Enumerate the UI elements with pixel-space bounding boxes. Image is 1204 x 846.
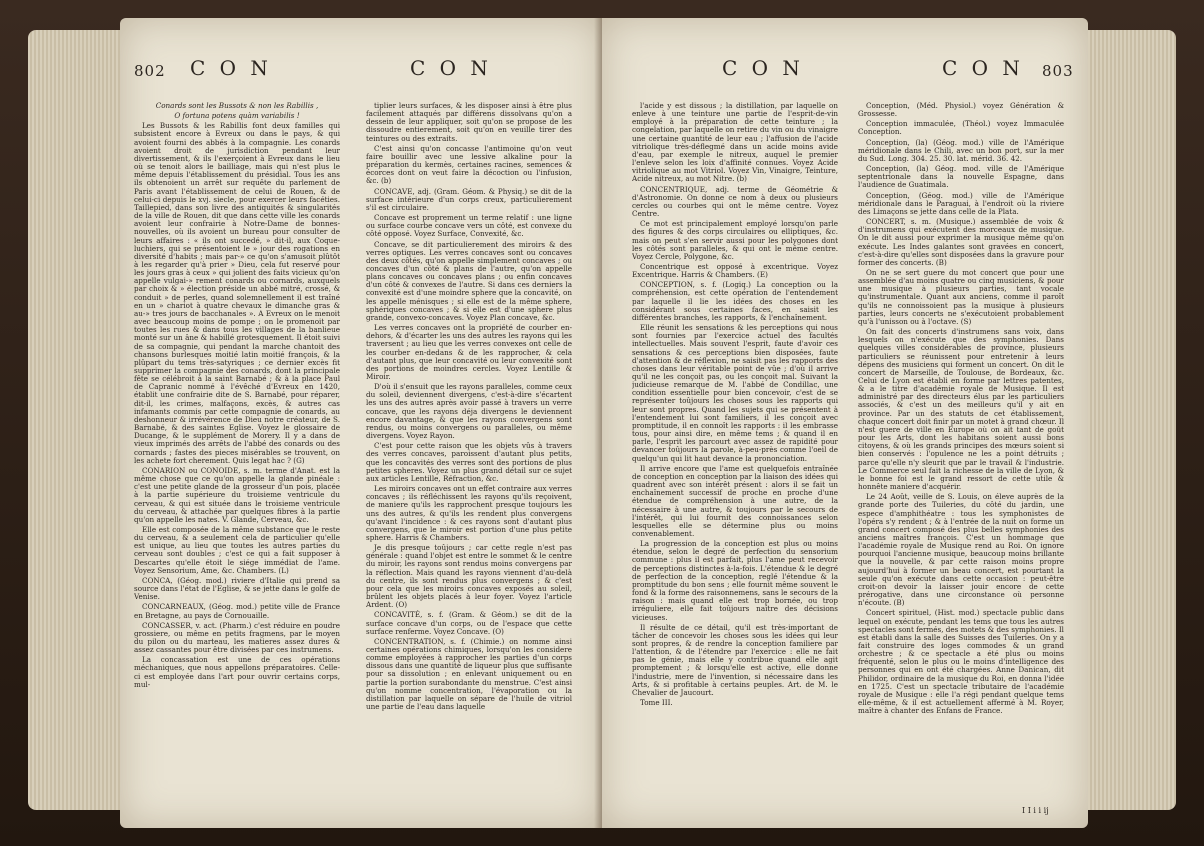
text-column-1	[134, 102, 340, 802]
paragraph: tiplier leurs surfaces, & les disposer ainsi à être plus facilement attaqués par différens dissolvans qu'on a dessein de leur appliquer, soit qu'on se propose de les dissoudre entierement, soit qu'on en veuille tirer des teintures ou des extraits.	[366, 102, 572, 143]
entry-conca: CONCA, (Géog. mod.) riviere d'Italie qui prend sa source dans l'état de l'Eglise, & se jette dans le golfe de Venise.	[134, 575, 340, 602]
paragraph: Les Bussots & les Rabillis font deux familles qui subsistent encore à Evreux ou dans le pays, & qui avoient fourni des abbés à la compagnie. Les conards avoient droit de jurisdiction pendant leur divertissement, & ils l'exerçoient à Evreux dans le lieu où se tenoit alors le bailliage, mais qui n'est plus le même depuis l'établissement du présidial. Tous les ans ils obtenoient un arrêt sur requête du parlement de Paris avant l'établissement de celui de Rouen, & de celui-ci depuis le xvj. siecle, pour exercer leurs facéties. Taillepied, dans son livre des antiquités & singularités de la ville de Rouen, dit que dans cette ville les conards avoient leur confrairie à Notre-Dame de bonnes-nouvelles, où ils avoient un bureau pour consulter de leurs affaires : « ils ont succedé, » dit-il, aux Coque-luchiers, qui se présentoient le » jour des rogations en diversité d'habits ; mais par-» ce qu'on s'amusoit plûtôt à les regarder qu'à prier » Dieu, cela fut reservé pour les jours gras à ceux » qui jolient des faits vicieux qu'on appelle vulgai-» rement conards ou cornards, auxquels par choix & » élection préside un abbé mitré, crossé, & conduit » de perles, quand solemnellement il est traîné en un » chariot à quatre chevaux le dimanche gras & au-» tres jours de bacchanales ». A Evreux on le menoit avec beaucoup moins de pompe ; on le promenoit par toutes les rues & dans tous les villages de la banlieue monté sur un âne & habillé grotesquement. Il étoit suivi de sa compagnie, qui pendant la marche chantoit des chansons burlesques moitié latin moitié françois, & la plûpart du tems très-satyriques ; ce dernier excès fit supprimer la compagnie des conards, dont la principale fête se célébroit à la saint Barnabé ; & à la place Paul de Capranic nommé à l'évêché d'Evreux en 1420, établit une confrairie dite de S. Barnabé, pour réparer, dit-il, les crimes, malfaçons, excès, & autres cas infamants commis par cette compagnie de conards, au deshonneur & irrévérence de Dieu notre créateur, de S. Barnabé, & des saintes Eglise. Voyez le glossaire de Ducange, & le supplément de Morery. Il y a dans de vieux imprimés des arrêts de l'abbé des conards ou des cornards ; fastes des pieces misérables se trouvent, on les achete fort cherement. Quis legat hac ? (G)	[134, 121, 340, 465]
paragraph: Concentrique est opposé à excentrique. Voyez Excentrique. Harris & Chambers. (E)	[632, 261, 838, 280]
paragraph: Elle réunit les sensations & les perceptions qui nous sont fournies par l'exercice actuel des facultés intellectuelles. Mais souvent l'esprit, faute d'avoir ces sensations & ces perceptions bien disposées, faute d'attention & de réflexion, ne saisit pas les rapports des choses dans leur véritable point de vûe ; d'où il arrive qu'il ne les conçoit pas, ou les conçoit mal. Suivant la judicieuse remarque de M. l'abbé de Condillac, une condition essentielle pour bien concevoir, c'est de se représenter toûjours les choses sous les rapports qui leur sont propres. Quand les sujets qui se présentent à l'entendement lui sont familiers, il les conçoit avec promptitude, il en connoît les rapports : il les embrasse tous, pour ainsi dire, en même tems ; & quand il en parle, l'esprit les parcourt avec assez de rapidité pour devancer toûjours la parole, à-peu-près comme l'oeil de quelqu'un qui lit haut devance la prononciation.	[632, 323, 838, 463]
text-column-2	[366, 102, 572, 802]
paragraph: C'est ainsi qu'on concasse l'antimoine qu'on veut faire bouillir avec une lessive alkaline pour la préparation du kermès, certaines racines, semences & écorces dont on veut faire la décoction ou l'infusion, &c. (b)	[366, 143, 572, 186]
paragraph: C'est pour cette raison que les objets vûs à travers des verres concaves, paroissent d'autant plus petits, que les concavités des verres sont des portions de plus petites spheres. Voyez un plus grand détail sur ce sujet aux articles Lentille, Réfraction, &c.	[366, 441, 572, 483]
page-number: 803	[1042, 62, 1074, 80]
entry-concentration: CONCENTRATION, s. f. (Chimie.) on nomme ainsi certaines opérations chimiques, lorsqu'on les considere comme employées à rapprocher les parties d'un corps dissous dans une quantité de liqueur plus que suffisante pour sa dissolution ; en enlevant uniquement ou en partie la portion surabondante du menstrue. C'est ainsi qu'on nomme concentration, l'évaporation ou la distillation par laquelle on sépare de l'huile de vitriol une partie de l'eau dans laquelle	[366, 636, 572, 712]
running-head: C O N	[190, 56, 272, 80]
volume-note: Tome III.	[640, 698, 673, 708]
paragraph: l'acide y est dissous ; la distillation, par laquelle on enleve à une teinture une partie de l'esprit-de-vin employé à la préparation de cette teinture ; la congelation, par laquelle on retire du vin ou du vinaigre une certaine quantité de leur eau ; l'affusion de l'acide vitriolique très-déflegmé dans un acide moins avide d'eau, par exemple le nitreux, auquel le premier l'enleve selon les loix d'affinité connues. Voyez Acide vitriolique au mot Vitriol. Voyez Vin, Vinaigre, Teinture, Acide nitreux, au mot Nitre. (b)	[632, 102, 838, 184]
entry-conception-geog: Conception, (la) Géog. mod. ville de l'Amérique septentrionale dans la nouvelle Espagne, dans l'audience de Guatimala.	[858, 164, 1064, 190]
entry-concavite: CONCAVITÉ, s. f. (Gram. & Géom.) se dit de la surface concave d'un corps, ou de l'espace que cette surface renferme. Voyez Concave. (O)	[366, 610, 572, 636]
entry-concasser: CONCASSER, v. act. (Pharm.) c'est réduire en poudre grossiere, ou même en petits fragmens, par le moyen du pilon ou du marteau, les matieres assez dures & assez cassantes pour être divisées par ces instrumens.	[134, 620, 340, 655]
entry-concentrique: CONCENTRIQUE, adj. terme de Géométrie & d'Astronomie. On donne ce nom à deux ou plusieurs cercles ou courbes qui ont le même centre. Voyez Centre.	[632, 184, 838, 219]
paragraph: Ce mot est principalement employé lorsqu'on parle des figures & des corps circulaires ou elliptiques, &c. mais on peut s'en servir aussi pour les polygones dont les côtés sont paralleles, & qui ont le même centre. Voyez Cercle, Polygone, &c.	[632, 219, 838, 261]
entry-concert-spirituel: Concert spirituel, (Hist. mod.) spectacle public dans lequel on exécute, pendant les tems que tous les autres spectacles sont fermés, des motets & des symphonies. Il est établi dans la salle des Suisses des Tuileries. On y a fait construire des loges commodes & un grand orchestre ; & ce spectacle a été plus ou moins fréquenté, selon le plus ou le moins d'intelligence des personnes qui en ont été chargées. Anne Danican, dit Philidor, ordinaire de la musique du Roi, en donna l'idée en 1725. C'est un spectacle tributaire de l'académie royale de Musique : elle l'a régi pendant quelque tems elle-même, & il est actuellement affermé à M. Royer, maître à chanter des Enfans de France.	[858, 608, 1064, 716]
paragraph: Concave, se dit particulierement des miroirs & des verres optiques. Les verres concaves sont ou concaves des deux côtés, qu'on appelle simplement concaves ; ou concaves d'un côté & plans de l'autre, qu'on appelle plans concaves ou concaves plans ; ou enfin concaves d'un côté & convexes de l'autre. Si dans ces derniers la convexité est d'une moindre sphere que la concavité, on les appelle ménisques ; si elle est de la même sphere, sphériques concaves ; & si elle est d'une sphere plus grande, convexo-concaves. Voyez Plan concave, &c.	[366, 239, 572, 322]
text-column-1	[632, 102, 838, 802]
entry-concarneaux: CONCARNEAUX, (Géog. mod.) petite ville de France en Bretagne, au pays de Cornouaille.	[134, 602, 340, 620]
paragraph: Les miroirs concaves ont un effet contraire aux verres concaves ; ils réfléchissent les rayons qu'ils reçoivent, de maniere qu'ils les rapprochent presque toujours les uns des autres, & qu'ils les rendent plus convergens qu'avant l'incidence : & ces rayons sont d'autant plus convergens, que le miroir est portion d'une plus petite sphere. Harris & Chambers.	[366, 484, 572, 542]
right-page	[602, 18, 1088, 828]
entry-conception-med: Conception, (Méd. Physiol.) voyez Génération & Grossesse.	[858, 102, 1064, 119]
paragraph: On ne se sert guere du mot concert que pour une assemblée d'au moins quatre ou cinq musiciens, & pour une musique à plusieurs parties, tant vocale qu'instrumentale. Quant aux anciens, comme il paroît qu'ils ne connoissoient pas la musique à plusieurs parties, leurs concerts ne s'exécutoient probablement qu'à l'unisson ou à l'octave. (S)	[858, 267, 1064, 326]
paragraph: Il résulte de ce détail, qu'il est très-important de tâcher de concevoir les choses sous les idées qui leur sont propres, & de rendre la conception familiere par l'attention, & de l'étendre par l'exercice : elle ne fait pas le génie, mais elle y contribue quand elle agit promptement ; & lorsqu'elle est active, elle donne l'industrie, mere de l'invention, si nécessaire dans les Arts, & si profitable à certains peuples. Art. de M. le Chevalier de Jaucourt.	[632, 622, 838, 697]
running-head: C O N	[722, 56, 804, 80]
paragraph: Concave est proprement un terme relatif : une ligne ou surface courbe concave vers un côté, est convexe du côté opposé. Voyez Surface, Convexité, &c.	[366, 213, 572, 239]
left-page-edges	[28, 30, 124, 810]
entry-conarion: CONARION ou CONOIDE, s. m. terme d'Anat. est la même chose que ce qu'on appelle la glande pinéale : c'est une petite glande de la grosseur d'un pois, placée à la partie supérieure du troisieme ventricule du cerveau, & qui est située dans le troisieme ventricule du cerveau, & attachée par quelques fibres à la partie qu'on appelle les nates. V. Glande, Cerveau, &c.	[134, 465, 340, 524]
entry-conception-geog: Conception, (la) (Géog. mod.) ville de l'Amérique méridionale dans le Chili, avec un bon port, sur la mer du Sud. Long. 304. 25. 30. lat. mérid. 36. 42.	[858, 137, 1064, 163]
left-page	[120, 18, 602, 828]
paragraph: Je dis presque toûjours ; car cette regle n'est pas générale : quand l'objet est entre le sommet & le centre du miroir, les rayons sont rendus moins convergens par la réflection. Mais quand les rayons viennent d'au-delà du centre, ils sont rendus plus convergens ; & c'est pour cela que les miroirs concaves exposés au soleil, brûlent les objets placés à leur foyer. Voyez l'article Ardent. (O)	[366, 543, 572, 610]
paragraph: D'où il s'ensuit que les rayons paralleles, comme ceux du soleil, deviennent divergens, c'est-à-dire s'écartent les uns des autres après avoir passé à travers un verre concave, que les rayons déja divergens le deviennent encore davantage, & que les rayons convergens sont rendus, ou moins convergens ou paralleles, ou même divergens. Voyez Rayon.	[366, 382, 572, 441]
entry-conception-immaculee: Conception immaculée, (Théol.) voyez Immaculée Conception.	[858, 119, 1064, 137]
entry-conception: CONCEPTION, s. f. (Logiq.) La conception ou la compréhension, est cette opération de l'entendement par laquelle il lie les idées des choses en les considérant sous certaines faces, en saisit les différentes branches, les rapports, & l'enchaînement.	[632, 280, 838, 322]
verse-line: O fortuna potens quàm variabilis !	[174, 111, 300, 121]
paragraph: Elle est composée de la même substance que le reste du cerveau, & a seulement cela de particulier qu'elle est unique, au lieu que toutes les autres parties du cerveau sont doubles ; c'est ce qui a fait supposer à Descartes qu'elle étoit le siége immédiat de l'ame. Voyez Sensorium, Ame, &c. Chambers. (L)	[134, 524, 340, 575]
verse-line: Conards sont les Bussots & non les Rabillis ,	[155, 102, 319, 110]
running-head: C O N	[942, 56, 1024, 80]
paragraph: La progression de la conception est plus ou moins étendue, selon le degré de perfection du sensorium commune : plus il est parfait, plus l'ame peut recevoir de perceptions distinctes à-la-fois. L'étendue & le degré de perfection de la conception, reglé l'étendue & la promptitude du bon sens ; elle fournit même souvent le fond & la forme des raisonnemens, sans le secours de la raison : mais quand elle est trop bornée, ou trop irréguliere, elle fait toûjours naître des décisions vicieuses.	[632, 539, 838, 622]
entry-concave: CONCAVE, adj. (Gram. Géom. & Physiq.) se dit de la surface intérieure d'un corps creux, particulierement s'il est circulaire.	[366, 186, 572, 212]
paragraph: Les verres concaves ont la propriété de courber en-dehors, & d'écarter les uns des autres les rayons qui les traversent ; au lieu que les verres convexes ont celle de les courber en-dedans & de les rapprocher, & cela d'autant plus, que leur concavité ou leur convexité sont des portions de moindres cercles. Voyez Lentille & Miroir.	[366, 323, 572, 381]
signature-mark: I I i i ij	[1022, 806, 1049, 815]
paragraph: On fait des concerts d'instrumens sans voix, dans lesquels on n'exécute que des symphonies. Dans quelques villes considérables de province, plusieurs particuliers se réunissent pour entretenir à leurs dépens des musiciens qui forment un concert. On dit le concert de Marseille, de Toulouse, de Bordeaux, &c. Celui de Lyon est établi en forme par lettres patentes, & a le titre d'académie royale de Musique. Il est administré par des directeurs élus par les particuliers associés, & c'est un des meilleurs qu'il y ait en province. Par un des statuts de cet établissement, chaque concert doit finir par un motet à grand chœur. Il n'est guere de ville en Europe où on ait tant de goût pour les Arts, dont les habitans soient aussi bons citoyens, & où les grands principes des mœurs soient si bien conservés : l'opulence ne les a point détruits ; parce qu'elle n'y sleurit que par le travail & l'industrie. Le Commerce seul fait la richesse de la ville de Lyon, & le bonne foi est le grand ressort de cette utile & honnête maniere d'acquérir.	[858, 327, 1064, 492]
right-page-edges	[1086, 30, 1176, 810]
entry-concert: CONCERT, s. m. (Musique.) assemblée de voix & d'instrumens qui exécutent des morceaux de musique. On le dit aussi pour exprimer la musique même qu'on exécute. Les Indes galantes sont gravées en concert, c'est-à-dire qu'elles sont disposées dans la gravure pour former des concerts. (B)	[858, 217, 1064, 267]
paragraph: Il arrive encore que l'ame est quelquefois entraînée de conception en conception par la liaison des idées qui quadrent avec son intérêt présent : alors il se fait un enchaînement successif de proche en proche d'une étendue de compréhension à une autre, de la nécessaire à une autre, & toujours par le secours de l'intérêt, qui lui fournit des connoissances selon lesquelles elle se détermine plus ou moins convenablement.	[632, 463, 838, 538]
running-head: C O N	[410, 56, 492, 80]
entry-conception-geog: Conception, (Géog. mod.) ville de l'Amérique méridionale dans le Paraguai, à l'endroit où la riviere des Limaçons se jette dans celle de la Plata.	[858, 190, 1064, 216]
paragraph: Le 24 Août, veille de S. Louis, on éleve auprès de la grande porte des Tuileries, du côté du jardin, une espece d'amphithéatre : tous les symphonistes de l'opéra s'y rendent ; & à l'entrée de la nuit on forme un grand concert composé des plus belles symphonies des anciens maîtres françois. C'est un hommage que l'académie royale de Musique rend au Roi. On ignore pourquoi l'ancienne musique, beaucoup moins brillante que la nouvelle, & par cette raison moins propre aujourd'hui à former un beau concert, est pourtant la seule qu'on exécute dans cette occasion : peut-être croit-on devoir la laisser jouir encore de cette prérogative, dans une circonstance où personne n'écoute. (B)	[858, 492, 1064, 608]
paragraph: La concassation est une de ces opérations méchaniques, que nous appellons préparatoires. Celle-ci est employée dans l'art pour ouvrir certains corps, mul-	[134, 655, 340, 689]
page-number: 802	[134, 62, 166, 80]
text-column-2	[858, 102, 1064, 802]
